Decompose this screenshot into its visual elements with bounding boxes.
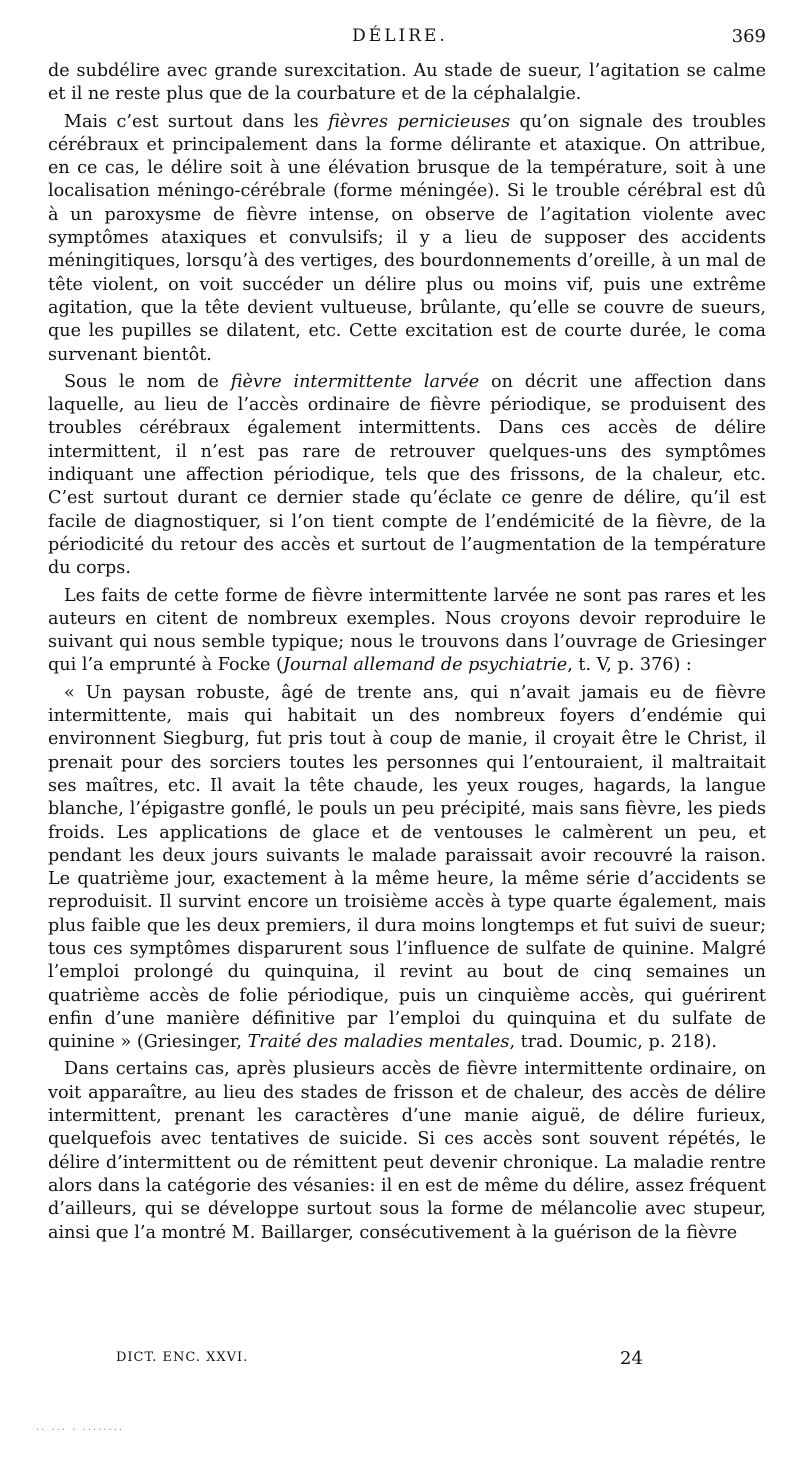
paragraph-4-text-b: , t. V, p. 376) : <box>567 655 692 676</box>
quotation-italic: Traité des maladies mentales <box>247 1032 510 1053</box>
signature-mark: DICT. ENC. XXVI. <box>116 1350 249 1365</box>
paragraph-4-italic: Journal allemand de psychiatrie <box>282 655 568 676</box>
bottom-marks: .. ... . ........ <box>36 1422 125 1433</box>
paragraph-2-text-b: qu’on signale des troubles cérébraux et principalement dans la forme délirante et ataxique. On attribue, en ce cas, le délire soit à une élévation brusque de la température, soit à une localisation méningo-cérébrale (forme méningée). Si le trouble cérébral est dû à un paroxysme de fièvre intense, on observe de l’agitation violente avec symptômes ataxiques et convulsifs; il y a lieu de supposer des accidents méningitiques, lorsqu’à des vertiges, des bourdonnements d’oreille, à un mal de tête violent, on voit succéder un délire plus ou moins vif, puis une extrême agitation, que la tête devient vultueuse, brûlante, qu’elle se couvre de sueurs, que les pupilles se dilatent, etc. Cette excitation est de courte durée, le coma survenant bientôt. <box>48 111 766 365</box>
running-title: DÉLIRE. <box>352 26 448 46</box>
paragraph-2-italic: fièvres pernicieuses <box>328 111 511 132</box>
paragraph-4-text-a: Les faits de cette forme de fièvre intermittente larvée ne sont pas rares et les auteurs en citent de nombreux exemples. Nous croyons devoir reproduire le suivant qui nous semble typique; nous le trouvons dans l’ouvrage de Griesinger qui l’a emprunté à Focke ( <box>48 585 766 676</box>
paragraph-3-text-a: Sous le nom de <box>64 371 231 392</box>
quotation-paragraph <box>48 682 766 1055</box>
paragraph-6 <box>48 1058 766 1244</box>
paragraph-6-text: Dans certains cas, après plusieurs accès de fièvre intermittente ordinaire, on voit apparaître, au lieu des stades de frisson et de chaleur, des accès de délire intermittent, prenant les caractères d’une manie aiguë, de délire furieux, quelquefois avec tentatives de suicide. Si ces accès sont souvent répétés, le délire d’intermittent ou de rémittent peut devenir chronique. La maladie rentre alors dans la catégorie des vésanies: il en est de même du délire, assez fréquent d’ailleurs, qui se développe surtout sous la forme de mélancolie avec stupeur, ainsi que l’a montré M. Baillarger, consécutivement à la guérison de la fièvre <box>48 1059 766 1243</box>
paragraph-1 <box>48 60 766 107</box>
paragraph-3 <box>48 371 766 581</box>
body-text <box>48 60 766 1249</box>
paragraph-4 <box>48 585 766 678</box>
quotation-text-a: « Un paysan robuste, âgé de trente ans, qui n’avait jamais eu de fièvre intermittente, mais qui habitait un des nombreux foyers d’endémie qui environnent Siegburg, fut pris tout à coup de manie, il croyait être le Christ, il prenait pour des sorciers toutes les personnes qui l’entouraient, il maltraitait ses maîtres, etc. Il avait la tête chaude, les yeux rouges, hagards, la langue blanche, l’épigastre gonflé, le pouls un peu précipité, mais sans fièvre, les pieds froids. Les applications de glace et de ventouses le calmèrent un peu, et pendant les deux jours suivants le malade paraissait avoir recouvré la raison. Le quatrième jour, exactement à la même heure, la même série d’accidents se reproduisit. Il survint encore un troisième accès à type quarte également, mais plus faible que les deux premiers, il dura moins longtemps et fut suivi de sueur; tous ces symptômes disparurent sous l’influence de sulfate de quinine. Malgré l’emploi prolongé du quinquina, il revint au bout de cinq semaines un quatrième accès de folie périodique, puis un cinquième accès, qui guérirent enfin d’une manière définitive par l’emploi du quinquina et du sulfate de quinine » (Griesinger, <box>48 682 766 1053</box>
page-number: 369 <box>731 26 766 47</box>
paragraph-3-text-b: on décrit une affection dans laquelle, au lieu de l’accès ordinaire de fièvre périodique, se produisent des troubles cérébraux également intermittents. Dans ces accès de délire intermittent, il n’est pas rare de retrouver quelques-uns des symptômes indiquant une affection périodique, tels que des frissons, de la chaleur, etc. C’est surtout durant ce dernier stade qu’éclate ce genre de délire, qu’il est facile de diagnostiquer, si l’on tient compte de l’endémicité de la fièvre, de la périodicité du retour des accès et surtout de l’augmentation de la température du corps. <box>48 371 766 579</box>
paragraph-2 <box>48 111 766 367</box>
paragraph-3-italic: fièvre intermittente larvée <box>230 371 480 392</box>
sheet-number: 24 <box>620 1348 643 1369</box>
quotation-text-b: , trad. Doumic, p. 218). <box>509 1032 717 1053</box>
paragraph-1-text: de subdélire avec grande surexcitation. Au stade de sueur, l’agitation se calme et il ne reste plus que de la courbature et de la céphalalgie. <box>48 61 766 105</box>
paragraph-2-text-a: Mais c’est surtout dans les <box>64 111 329 132</box>
